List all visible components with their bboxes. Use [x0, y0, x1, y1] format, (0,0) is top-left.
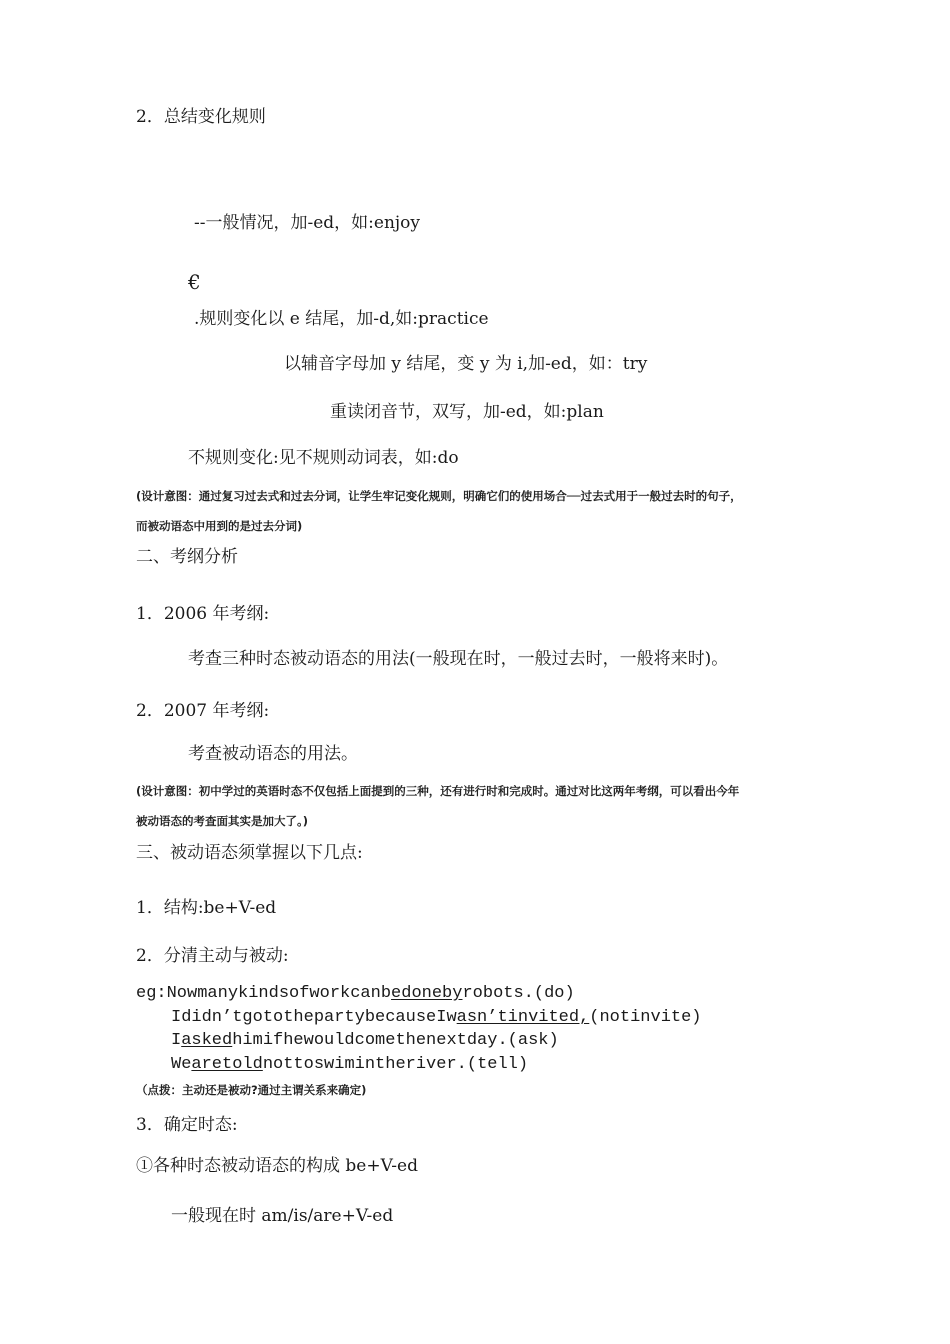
rule-general: --一般情况，加-ed，如:enjoy	[194, 213, 421, 233]
euro-symbol: €	[188, 270, 201, 294]
example-4-end: nottoswimintheriver.(tell)	[262, 1055, 529, 1074]
rule-ends-with-e: .规则变化以 e 结尾，加-d,如:practice	[194, 309, 489, 329]
point-active-passive: 2．分清主动与被动:	[136, 946, 289, 966]
example-2-start: Ididn’tgotothepartybecauseIw	[171, 1008, 457, 1027]
example-3-end: himifhewouldcomethenextday.(ask)	[232, 1031, 559, 1050]
design-note-1-line-2: 而被动语态中用到的是过去分词)	[136, 519, 303, 533]
section-heading-passive: 三、被动语态须掌握以下几点:	[136, 843, 363, 863]
tense-formation: ①各种时态被动语态的构成 be+V-ed	[136, 1156, 418, 1176]
example-sentence-1	[136, 983, 575, 1005]
example-2-end: (notinvite)	[589, 1008, 702, 1027]
rule-irregular: 不规则变化:见不规则动词表，如:do	[188, 448, 459, 468]
present-simple-formation: 一般现在时 am/is/are+V-ed	[171, 1206, 394, 1226]
design-note-2-line-1: (设计意图：初中学过的英语时态不仅包括上面提到的三种，还有进行时和完成时。通过对比这两年考纲，可以看出今年	[136, 784, 740, 798]
rule-consonant-y: 以辅音字母加 y 结尾，变 y 为 i,加-ed，如：try	[284, 354, 648, 374]
syllabus-2007-heading: 2．2007 年考纲:	[136, 701, 270, 721]
point-tense: 3．确定时态:	[136, 1115, 238, 1135]
example-1-end: robots.(do)	[462, 984, 575, 1003]
example-3-underlined: asked	[181, 1031, 233, 1050]
section-heading-syllabus: 二、考纲分析	[136, 547, 238, 567]
syllabus-2006-text: 考查三种时态被动语态的用法(一般现在时，一般过去时，一般将来时)。	[188, 649, 729, 669]
design-note-1-line-1: (设计意图：通过复习过去式和过去分词，让学生牢记变化规则，明确它们的使用场合──过去式用于一般过去时的句子，	[136, 489, 742, 503]
example-4-start: We	[171, 1055, 192, 1074]
example-1-underlined: edoneby	[391, 984, 463, 1003]
example-sentence-2	[171, 1007, 702, 1029]
example-4-underlined: aretold	[191, 1055, 263, 1074]
example-sentence-4	[171, 1054, 528, 1076]
syllabus-2006-heading: 1．2006 年考纲:	[136, 604, 270, 624]
example-3-start: I	[171, 1031, 182, 1050]
section-heading-rules: 2．总结变化规则	[136, 107, 266, 127]
syllabus-2007-text: 考查被动语态的用法。	[188, 744, 358, 764]
example-sentence-3	[171, 1030, 559, 1052]
example-1-start: eg:Nowmanykindsofworkcanb	[136, 984, 392, 1003]
point-structure: 1．结构:be+V-ed	[136, 898, 277, 918]
rule-double-consonant: 重读闭音节，双写，加-ed，如:plan	[330, 402, 604, 422]
design-note-2-line-2: 被动语态的考查面其实是加大了。)	[136, 814, 309, 828]
example-2-underlined: asn’tinvited,	[456, 1008, 590, 1027]
tip-note: （点拨：主动还是被动?通过主谓关系来确定)	[136, 1083, 367, 1097]
